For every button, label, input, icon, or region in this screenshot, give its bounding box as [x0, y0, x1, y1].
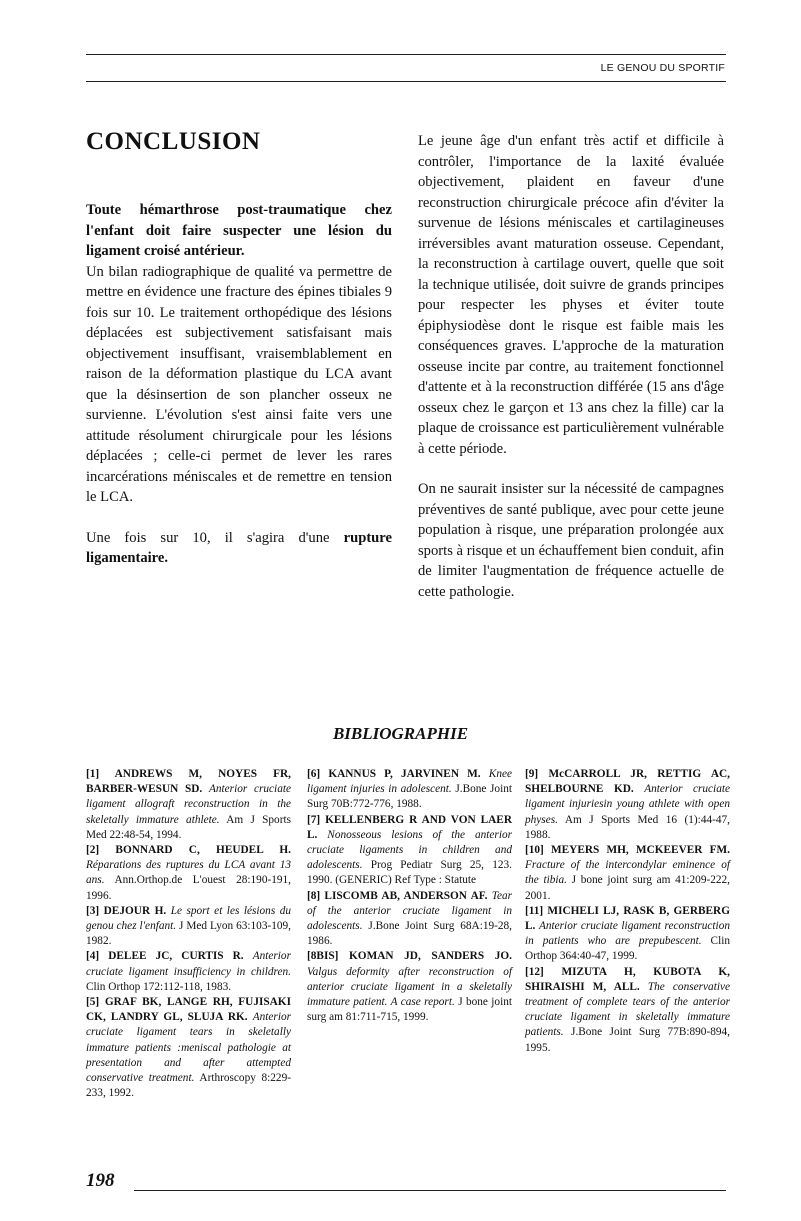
para2-text: Une fois sur 10, il s'agira d'une: [86, 529, 344, 546]
reference-item: [307, 949, 512, 1025]
ref-source: Ann.Orthop.de L'ouest 28:190-191, 1996.: [86, 874, 291, 902]
ref-title: Le sport et les lésions du genou chez l'enfant.: [86, 904, 291, 933]
conclusion-heading: CONCLUSION: [86, 128, 261, 155]
ref-authors: [3] DEJOUR H.: [86, 904, 167, 917]
ref-source: Prog Pediatr Surg 25, 123. 1990. (GENERIC) Ref Type : Statute: [307, 859, 512, 887]
ref-source: Am J Sports Med 16 (1):44-47, 1988.: [525, 813, 730, 841]
bibliography-heading: BIBLIOGRAPHIE: [332, 724, 469, 743]
page-number: 198: [86, 1170, 115, 1191]
reference-item: [307, 767, 512, 813]
reference-item: [86, 904, 291, 950]
reference-item: [86, 843, 291, 904]
ref-title: Réparations des ruptures du LCA avant 13 ans.: [86, 859, 291, 887]
ref-title: Tear of the anterior cruciate ligament in adolescents.: [307, 889, 513, 933]
ref-authors: [8] LISCOMB AB, ANDERSON AF.: [307, 889, 488, 902]
ref-title: Knee ligament injuries in adolescent.: [307, 768, 512, 796]
ref-title: Anterior cruciate ligament insufficiency in children.: [86, 950, 291, 978]
reference-item: [525, 965, 730, 1056]
header-rule-top: [86, 54, 726, 55]
ref-source: J.Bone Joint Surg 77B:890-894, 1995.: [525, 1026, 730, 1054]
conclusion-left-column: [86, 200, 392, 569]
bibliography-column-1: [86, 767, 291, 1101]
ref-title: Fracture of the intercondylar eminence of the tibia.: [525, 859, 730, 887]
ref-source: J.Bone Joint Surg 70B:772-776, 1988.: [307, 783, 512, 811]
ref-title: Anterior cruciate ligament injuriesin young athlete with open physes.: [525, 783, 730, 826]
reference-item: [86, 949, 291, 995]
reference-item: [307, 813, 512, 889]
ref-source: Arthroscopy 8:229-233, 1992.: [86, 1072, 291, 1100]
reference-item: [86, 767, 291, 843]
reference-item: [525, 767, 730, 843]
ref-authors: [4] DELEE JC, CURTIS R.: [86, 950, 244, 963]
conclusion-right-column: [418, 131, 724, 602]
ref-source: J bone joint surg am 81:711-715, 1999.: [307, 996, 513, 1024]
reference-item: [525, 843, 730, 904]
conclusion-paragraph-2: [86, 528, 392, 569]
ref-source: Am J Sports Med 22:48-54, 1994.: [86, 813, 291, 841]
ref-authors: [8BIS] KOMAN JD, SANDERS JO.: [307, 950, 512, 963]
para2-bold: rupture ligamentaire.: [86, 529, 392, 566]
bibliography-column-3: [525, 767, 730, 1056]
ref-title: Anterior cruciate ligament reconstruction in patients who are prepubescent.: [525, 920, 730, 948]
conclusion-paragraph-3: Le jeune âge d'un enfant très actif et difficile à contrôler, l'importance de la laxité évaluée objectivement, plaident en faveur d'une reconstruction chirurgicale précoce afin d'éviter la survenue de lésions méniscales et cartilagineuses irréversibles avant maturation osseuse. Cependant, la reconstruction à cartilage ouvert, quelle que soit la technique utilisée, doit suivre de grands principes pour respecter les physes et éviter toute épiphysiodèse dont le risque est faible mais les conséquences graves. L'approche de la maturation osseuse incite par contre, au traitement fonctionnel d'attente et à la reconstruction différée (15 ans d'âge osseux chez le garçon et 13 ans chez la fille) car la plaque de croissance est particulièrement vulnérable à cette période.: [418, 133, 724, 457]
ref-title: Nonosseous lesions of the anterior cruciate ligaments in children and adolescents.: [307, 828, 512, 872]
ref-title: Valgus deformity after reconstruction of anterior cruciate ligament in a skeletally immature patient. A case report.: [307, 965, 512, 1009]
ref-authors: [7] KELLENBERG R AND VON LAER L.: [307, 813, 512, 841]
reference-item: [86, 995, 291, 1101]
running-title: LE GENOU DU SPORTIF: [600, 62, 725, 74]
ref-title: Anterior cruciate ligament allograft reconstruction in the skeletally immature athlete.: [86, 783, 291, 826]
ref-title: Anterior cruciate ligament tears in skeletally immature patients :meniscal pathologie at presentation and after attempted conservative treatment.: [86, 1011, 292, 1085]
ref-source: J bone joint surg am 41:209-222, 2001.: [525, 874, 731, 902]
ref-authors: [11] MICHELI LJ, RASK B, GERBERG L.: [525, 904, 730, 933]
ref-authors: [10] MEYERS MH, MCKEEVER FM.: [525, 844, 730, 857]
bibliography-column-2: [307, 767, 512, 1025]
conclusion-lead: Toute hémarthrose post-traumatique chez l'enfant doit faire suspecter une lésion du ligament croisé antérieur.: [86, 202, 392, 259]
ref-authors: [12] MIZUTA H, KUBOTA K, SHIRAISHI M, ALL.: [525, 965, 730, 993]
conclusion-paragraph-4: On ne saurait insister sur la nécessité de campagnes préventives de santé publique, avec pour cette jeune population à risque, une préparation prolongée aux sports à risque et un échauffement bien conduit, afin de limiter l'augmentation de fréquence actuelle de cette pathologie.: [418, 481, 724, 600]
ref-title: The conservative treatment of complete tears of the anterior cruciate ligament in skeletally immature patients.: [525, 980, 731, 1039]
ref-authors: [5] GRAF BK, LANGE RH, FUJISAKI CK, LANDRY GL, SLUJA RK.: [86, 996, 291, 1024]
ref-authors: [2] BONNARD C, HEUDEL H.: [86, 844, 291, 857]
footer-rule: [134, 1190, 726, 1191]
reference-item: [525, 904, 730, 965]
ref-source: Clin Orthop 364:40-47, 1999.: [525, 935, 731, 963]
ref-source: Clin Orthop 172:112-118, 1983.: [86, 980, 232, 993]
header-rule-bottom: [86, 81, 726, 82]
ref-source: J.Bone Joint Surg 68A:19-28, 1986.: [307, 920, 513, 948]
ref-authors: [9] McCARROLL JR, RETTIG AC, SHELBOURNE KD.: [525, 768, 730, 796]
reference-item: [307, 889, 512, 950]
conclusion-paragraph-1: Un bilan radiographique de qualité va permettre de mettre en évidence une fracture des épines tibiales 9 fois sur 10. Le traitement orthopédique des lésions déplacées est subjectivement satisfaisant mais objectivement insuffisant, vraisemblablement en raison de la déformation plastique du LCA avant que la désinsertion de son plancher osseux ne survienne. L'évolution s'est ainsi faite vers une attitude résolument chirurgicale pour les lésions déplacées ; celle-ci permet de lever les rares incarcérations méniscales et de remettre en tension le LCA.: [86, 263, 392, 505]
ref-source: J Med Lyon 63:103-109, 1982.: [86, 920, 292, 948]
ref-authors: [6] KANNUS P, JARVINEN M.: [307, 768, 481, 780]
ref-authors: [1] ANDREWS M, NOYES FR, BARBER-WESUN SD.: [86, 768, 291, 796]
